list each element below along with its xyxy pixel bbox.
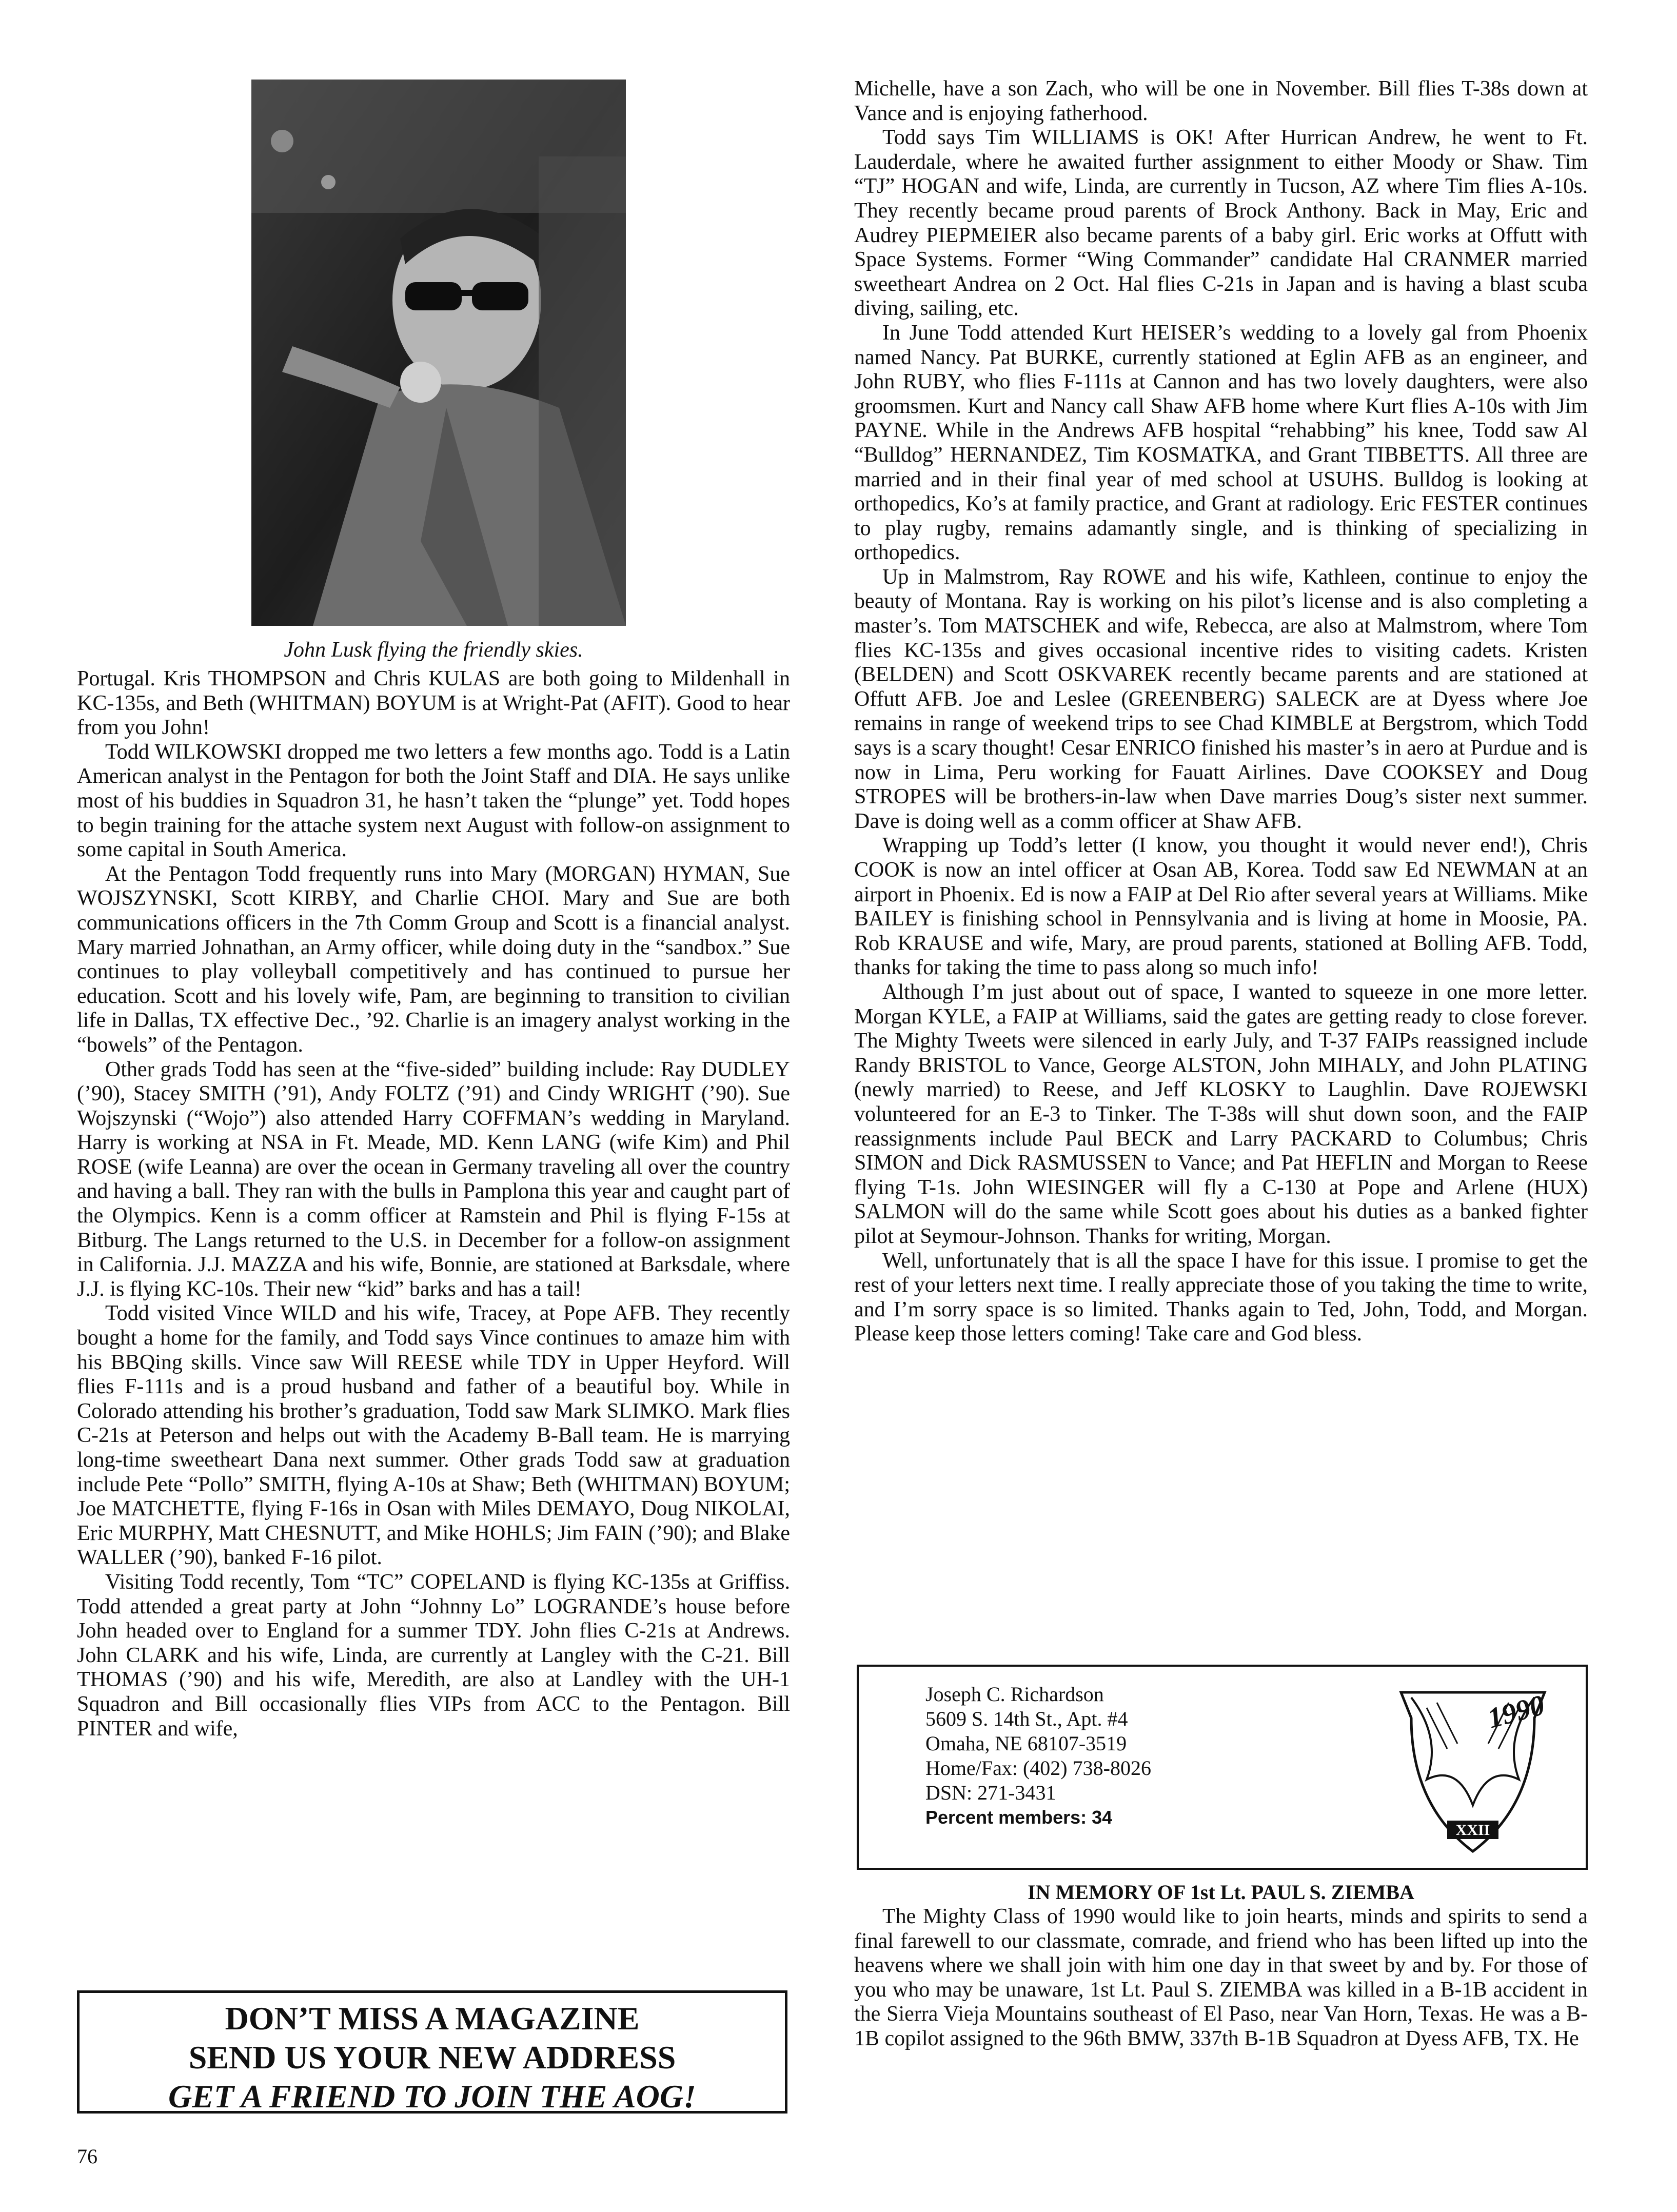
paragraph: Todd WILKOWSKI dropped me two letters a few months ago. Todd is a Latin American analyst in the Pentagon for both the Joint Staff and DIA. He says unlike most of his buddies in Squadron 31, he hasn’t taken the “plunge” yet. Todd hopes to begin training for the attache system next August with follow-on assignment to some capital in South America. [77, 740, 790, 862]
class-crest-icon [1380, 1677, 1565, 1862]
percent-members: Percent members: 34 [925, 1807, 1113, 1828]
paragraph: Michelle, have a son Zach, who will be one in November. Bill flies T-38s down at Vance and is enjoying fatherhood. [854, 77, 1588, 125]
page-number: 76 [77, 2145, 97, 2168]
right-column [854, 77, 1588, 1347]
paragraph: In June Todd attended Kurt HEISER’s wedding to a lovely gal from Phoenix named Nancy. Pat BURKE, currently stationed at Eglin AFB as an engineer, and John RUBY, who flies F-111s at Cannon and has two lovely daughters, were also groomsmen. Kurt and Nancy call Shaw AFB home where Kurt flies A-10s with Jim PAYNE. While in the Andrews AFB hospital “rehabbing” his knee, Todd saw Al “Bulldog” HERNANDEZ, Tim KOSMATKA, and Grant TIBBETTS. All three are married and in their final year of med school at USUHS. Bulldog is looking at orthopedics, Ko’s at family practice, and Grant at radiology. Eric FESTER continues to play rugby, remains adamantly single, and is thinking of specializing in orthopedics. [854, 321, 1588, 565]
memorial-section [854, 1905, 1588, 2051]
left-column [77, 667, 790, 1741]
contact-details [925, 1682, 1151, 1830]
ad-line-1: DON’T MISS A MAGAZINE [225, 2000, 640, 2037]
paragraph: Other grads Todd has seen at the “five-sided” building include: Ray DUDLEY (’90), Stacey SMITH (’91), Andy FOLTZ (’91) and Cindy WRIGHT (’90). Sue Wojszynski (“Wojo”) also attended Harry COFFMAN’s wedding in Maryland. Harry is working at NSA in Ft. Meade, MD. Kenn LANG (wife Kim) and Phil ROSE (wife Leanna) are over the ocean in Germany traveling all over the country and having a ball. They ran with the bulls in Pamplona this year and caught part of the Olympics. Kenn is a comm officer at Ramstein and Phil is flying F-15s at Bitburg. The Langs returned to the U.S. in December for a follow-on assignment in California. J.J. MAZZA and his wife, Bonnie, are stationed at Barksdale, where J.J. is flying KC-10s. Their new “kid” barks and has a tail! [77, 1057, 790, 1301]
paragraph: Visiting Todd recently, Tom “TC” COPELAND is flying KC-135s at Griffiss. Todd attended a great party at John “Johnny Lo” LOGRANDE’s house before John headed over to England for a summer TDY. John flies C-21s at Andrews. John CLARK and his wife, Linda, are currently at Langley with the C-21. Bill THOMAS (’90) and his wife, Meredith, are also at Landley with the UH-1 Squadron and Bill occasionally flies VIPs from ACC to the Pentagon. Bill PINTER and wife, [77, 1570, 790, 1741]
contact-name: Joseph C. Richardson [925, 1683, 1104, 1706]
contact-street: 5609 S. 14th St., Apt. #4 [925, 1707, 1128, 1730]
ad-line-2: SEND US YOUR NEW ADDRESS [188, 2039, 676, 2076]
crest-roman: XXII [1455, 1822, 1490, 1839]
ad-line-3: GET A FRIEND TO JOIN THE AOG! [168, 2078, 696, 2115]
pilot-photo-image [251, 80, 626, 626]
memorial-title: IN MEMORY OF 1st Lt. PAUL S. ZIEMBA [1028, 1881, 1414, 1904]
paragraph: Todd visited Vince WILD and his wife, Tracey, at Pope AFB. They recently bought a home for the family, and Todd says Vince continues to amaze him with his BBQing skills. Vince saw Will REESE while TDY in Upper Heyford. Will flies F-111s and is a proud husband and father of a beautiful boy. While in Colorado attending his brother’s graduation, Todd saw Mark SLIMKO. Mark flies C-21s at Peterson and helps out with the Academy B-Ball team. He is marrying long-time sweetheart Dana next summer. Other grads Todd saw at graduation include Pete “Pollo” SMITH, flying A-10s at Shaw; Beth (WHITMAN) BOYUM; Joe MATCHETTE, flying F-16s in Osan with Miles DEMAYO, Doug NIKOLAI, Eric MURPHY, Matt CHESNUTT, and Mike HOHLS; Jim FAIN (’90); and Blake WALLER (’90), banked F-16 pilot. [77, 1301, 790, 1570]
contact-dsn: DSN: 271-3431 [925, 1781, 1056, 1804]
paragraph: Well, unfortunately that is all the space I have for this issue. I promise to get the rest of your letters next time. I really appreciate those of you taking the time to write, and I’m sorry space is so limited. Thanks again to Ted, John, Todd, and Morgan. Please keep those letters coming! Take care and God bless. [854, 1249, 1588, 1346]
contact-box [857, 1665, 1588, 1870]
contact-city: Omaha, NE 68107-3519 [925, 1732, 1127, 1755]
photo-caption: John Lusk flying the friendly skies. [284, 638, 583, 662]
contact-phone: Home/Fax: (402) 738-8026 [925, 1756, 1151, 1780]
aog-ad-box [77, 1990, 787, 2114]
paragraph: Todd says Tim WILLIAMS is OK! After Hurrican Andrew, he went to Ft. Lauderdale, where he awaited further assignment to either Moody or Shaw. Tim “TJ” HOGAN and wife, Linda, are currently in Tucson, AZ where Tim flies A-10s. They recently became proud parents of Brock Anthony. Back in May, Eric and Audrey PIEPMEIER also became parents of a baby girl. Eric works at Offutt with Space Systems. Former “Wing Commander” candidate Hal CRANMER married sweetheart Andrea on 2 Oct. Hal flies C-21s in Japan and is having a blast scuba diving, sailing, etc. [854, 126, 1588, 321]
paragraph: Portugal. Kris THOMPSON and Chris KULAS are both going to Mildenhall in KC-135s, and Beth (WHITMAN) BOYUM is at Wright-Pat (AFIT). Good to hear from you John! [77, 667, 790, 740]
paragraph: Wrapping up Todd’s letter (I know, you thought it would never end!), Chris COOK is now an intel officer at Osan AB, Korea. Todd saw Ed NEWMAN at an airport in Phoenix. Ed is now a FAIP at Del Rio after several years at Williams. Mike BAILEY is finishing school in Pennsylvania and is living at home in Moosie, PA. Rob KRAUSE and wife, Mary, are proud parents, stationed at Bolling AFB. Todd, thanks for taking the time to pass along so much info! [854, 834, 1588, 980]
pilot-photo [251, 80, 626, 626]
paragraph: Up in Malmstrom, Ray ROWE and his wife, Kathleen, continue to enjoy the beauty of Montana. Ray is working on his pilot’s license and is also completing a master’s. Tom MATSCHEK and wife, Rebecca, are also at Malmstrom, where Tom flies KC-135s and gives occasional incentive rides to visiting cadets. Kristen (BELDEN) and Scott OSKVAREK recently became parents and are stationed at Offutt AFB. Joe and Leslee (GREENBERG) SALECK are at Dyess where Joe remains in range of weekend trips to see Chad KIMBLE at Bergstrom, which Todd says is a scary thought! Cesar ENRICO finished his master’s in aero at Purdue and is now in Lima, Peru working for Fauatt Airlines. Dave COOKSEY and Doug STROPES will be brothers-in-law when Dave marries Doug’s sister next summer. Dave is doing well as a comm officer at Shaw AFB. [854, 565, 1588, 833]
paragraph: At the Pentagon Todd frequently runs into Mary (MORGAN) HYMAN, Sue WOJSZYNSKI, Scott KIRBY, and Charlie CHOI. Mary and Sue are both communications officers in the 7th Comm Group and Scott is a financial analyst. Mary married Johnathan, an Army officer, while doing duty in the “sandbox.” Sue continues to play volleyball competitively and has continued to pursue her education. Scott and his lovely wife, Pam, are beginning to transition to civilian life in Dallas, TX effective Dec., ’92. Charlie is an imagery analyst working in the “bowels” of the Pentagon. [77, 862, 790, 1057]
crest-year: 1990 [1484, 1689, 1548, 1735]
paragraph: Although I’m just about out of space, I wanted to squeeze in one more letter. Morgan KYLE, a FAIP at Williams, said the gates are getting ready to close forever. The Mighty Tweets were silenced in early July, and T-37 FAIPs reassigned include Randy BRISTOL to Vance, George ALSTON, John MIHALY, and John PLATING (newly married) to Reese, and Jeff KLOSKY to Laughlin. Dave ROJEWSKI volunteered for an E-3 to Tinker. The T-38s will shut down soon, and the FAIP reassignments include Paul BECK and Larry PACKARD to Columbus; Chris SIMON and Dick RASMUSSEN to Vance; and Pat HEFLIN and Morgan to Reese flying T-1s. John WIESINGER will fly a C-130 at Pope and Arlene (HUX) SALMON will do the same while Scott goes about his duties as a banked fighter pilot at Seymour-Johnson. Thanks for writing, Morgan. [854, 980, 1588, 1248]
memorial-text: The Mighty Class of 1990 would like to join hearts, minds and spirits to send a final farewell to our classmate, comrade, and friend who has been lifted up into the heavens where we shall join with him one day in that sweet by and by. For those of you who may be unaware, 1st Lt. Paul S. ZIEMBA was killed in a B-1B accident in the Sierra Vieja Mountains southeast of El Paso, near Van Horn, Texas. He was a B-1B copilot assigned to the 96th BMW, 337th B-1B Squadron at Dyess AFB, TX. He [854, 1905, 1588, 2050]
